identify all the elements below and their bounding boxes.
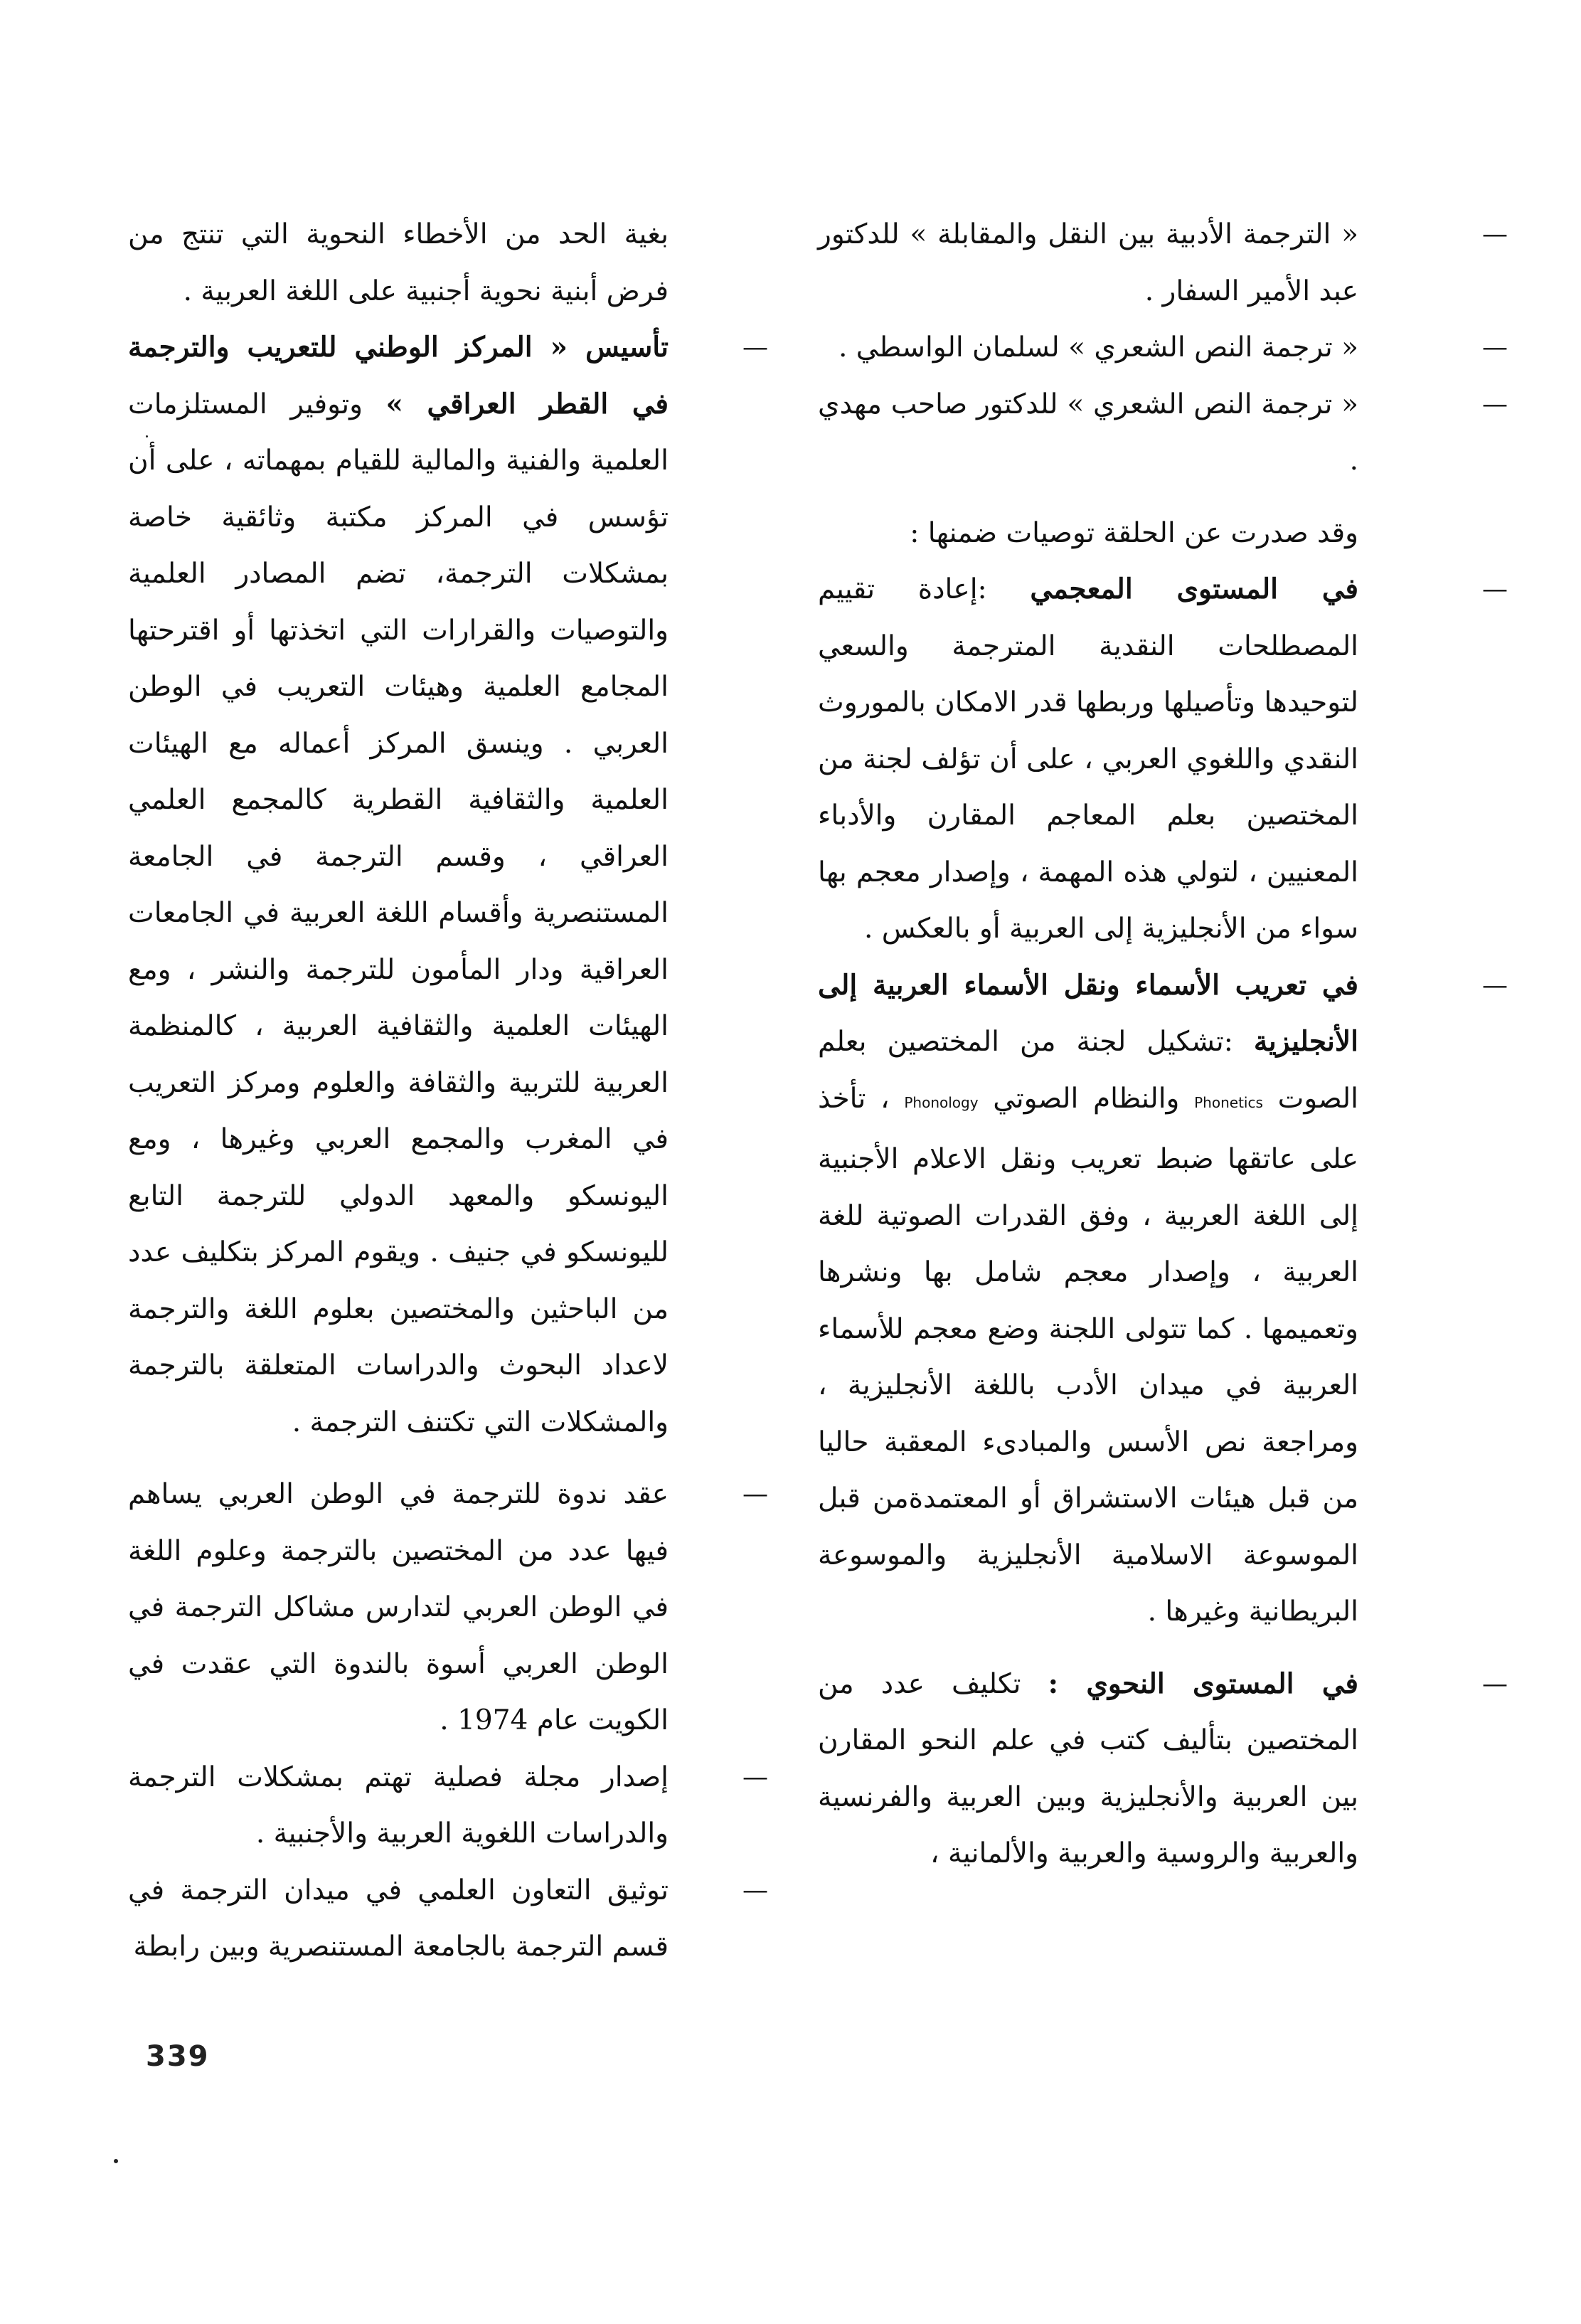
recommendation-body: تكليف عدد من المختصين بتأليف كتب في علم النحو المقارن بين العربية والأنجليزية وبين العربية والفرنسية والعربية والروسية والعربية والألمانية ، xyxy=(818,1667,1358,1869)
item-text: وتوفير المستلزمات العلمية والفنية والمالية للقيام بمهماته ، على أن تؤسس في المركز مكتبة وثائقية خاصة بمشكلات الترجمة، تضم المصادر العلمية والتوصيات والقرارات التي اتخذتها أو اقترحتها المجامع العلمية وهيئات التعريب في الوطن العربي . وينسق المركز أعماله مع الهيئات العلمية والثقافية القطرية كالمجمع العلمي العراقي ، وقسم الترجمة في الجامعة المستنصرية وأقسام اللغة العربية في الجامعات العراقية ودار المأمون للترجمة والنشر ، ومع الهيئات العلمية والثقافية العربية ، كالمنظمة العربية للتربية والثقافة والعلوم ومركز التعريب في المغرب والمجمع العربي وغيرها ، ومع اليونسكو والمعهد الدولي للترجمة التابع لليونسكو في جنيف . ويقوم المركز بتكليف عدد من الباحثين والمختصين بعلوم اللغة والترجمة لاعداد البحوث والدراسات المتعلقة بالترجمة والمشكلات التي تكتنف الترجمة . xyxy=(128,388,669,1438)
left-column xyxy=(128,206,669,1975)
item-text: « ترجمة النص الشعري » لسلمان الواسطي . xyxy=(838,331,1358,364)
continued-paragraph: بغية الحد من الأخطاء النحوية التي تنتج من فرض أبنية نحوية أجنبية على اللغة العربية . xyxy=(128,218,669,307)
recommendation-grammar xyxy=(818,1656,1358,1882)
recommendation-names xyxy=(818,957,1358,1640)
recommendation-body: ، تأخذ على عاتقها ضبط تعريب ونقل الاعلام الأجنبية إلى اللغة العربية ، وفق القدرات الصوتية للغة العربية ، وإصدار معجم شامل بها ونشرها وتعميمها . كما تتولى اللجنة وضع معجم للأسماء العربية في ميدان الأدب باللغة الأنجليزية ، ومراجعة نص الأسس والمبادىء المعقبة حاليا من قبل هيئات الاستشراق أو المعتمدةمن قبل الموسوعة الاسلامية الأنجليزية والموسوعة البريطانية وغيرها . xyxy=(818,1082,1358,1628)
recommendation-heading: في المستوى المعجمي xyxy=(1030,573,1358,605)
list-item xyxy=(818,376,1358,489)
list-item xyxy=(128,1862,669,1975)
recommendations-intro: وقد صدرت عن الحلقة توصيات ضمنها : xyxy=(910,516,1358,549)
list-item xyxy=(818,206,1358,319)
latin-term: Phonetics xyxy=(1194,1093,1263,1111)
list-item xyxy=(128,1749,669,1862)
recommendation-body: والنظام الصوتي xyxy=(993,1082,1180,1115)
list-item xyxy=(128,1466,669,1749)
item-heading: تأسيس « المركز الوطني للتعريب والترجمة في القطر العراقي » xyxy=(128,331,669,420)
item-text: عقد ندوة للترجمة في الوطن العربي يساهم فيها عدد من المختصين بالترجمة وعلوم اللغة في الوطن العربي لتدارس مشاكل الترجمة في الوطن العربي أسوة بالندوة التي عقدت في الكويت عام 1974 . xyxy=(128,1478,669,1736)
recommendation-heading: في المستوى النحوي : xyxy=(1048,1667,1358,1700)
scan-speck xyxy=(114,2159,118,2163)
recommendation-heading: في تعريب الأسماء ونقل الأسماء العربية إلى الأنجليزية xyxy=(818,968,1358,1058)
recommendation-body: :تشكيل لجنة من المختصين بعلم الصوت xyxy=(818,1026,1359,1115)
item-text: توثيق التعاون العلمي في ميدان الترجمة في قسم الترجمة بالجامعة المستنصرية وبين رابطة xyxy=(128,1874,669,1963)
item-text: إصدار مجلة فصلية تهتم بمشكلات الترجمة والدراسات اللغوية العربية والأجنبية . xyxy=(128,1761,669,1850)
latin-term: Phonology xyxy=(904,1093,979,1111)
item-text: « ترجمة النص الشعري » للدكتور صاحب مهدي . xyxy=(818,388,1358,477)
recommendation-lexical xyxy=(818,561,1358,957)
recommendation-body: :إعادة تقييم المصطلحات النقدية المترجمة والسعي لتوحيدها وتأصيلها وربطها قدر الامكان بالموروث النقدي واللغوي العربي ، على أن تؤلف لجنة من المختصين بعلم المعاجم المقارن والأدباء المعنيين ، لتولي هذه المهمة ، وإصدار معجم بها سواء من الأنجليزية إلى العربية أو بالعكس . xyxy=(818,573,1358,945)
scan-speck xyxy=(146,435,148,437)
page-number: 339 xyxy=(146,2040,210,2073)
item-text: « الترجمة الأدبية بين النقل والمقابلة » للدكتور عبد الأمير السفار . xyxy=(818,218,1358,307)
list-item xyxy=(818,319,1358,376)
list-item xyxy=(128,319,669,1450)
right-column xyxy=(818,206,1358,1882)
